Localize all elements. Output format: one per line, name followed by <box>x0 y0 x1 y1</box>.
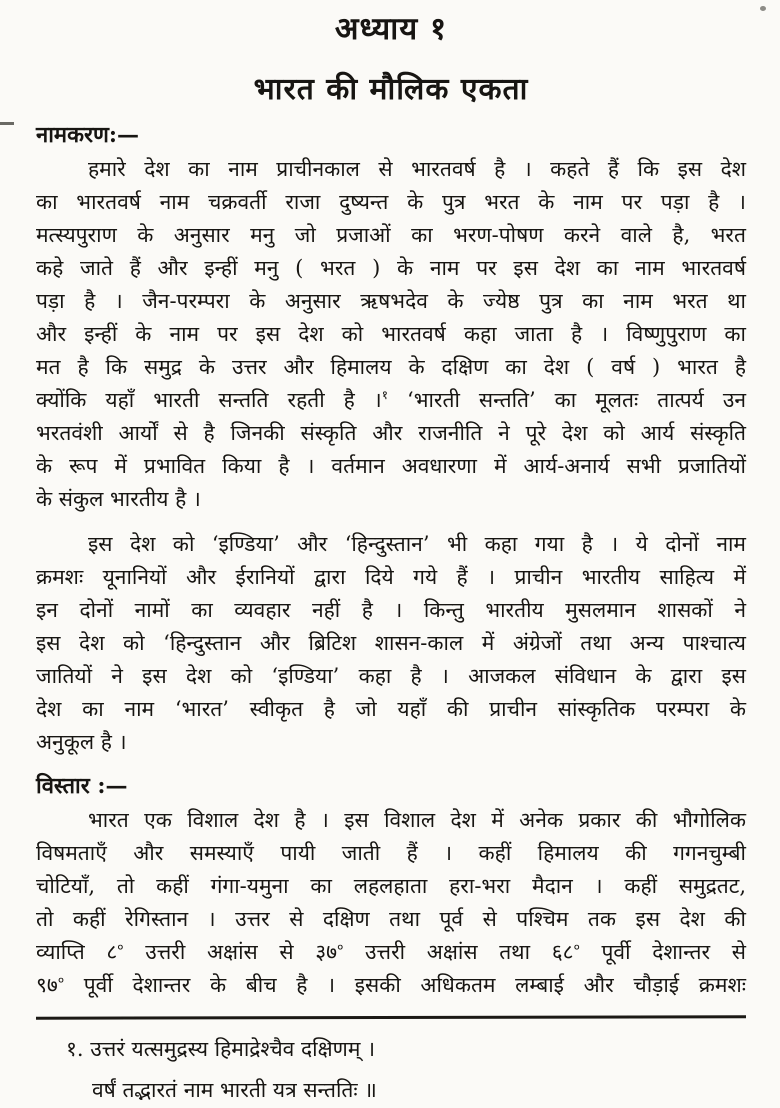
superscript: १ <box>381 388 389 402</box>
text-line: क्योंकि यहाँ भारती सन्तति रहती है ।$^१$ ‘भारती सन्तति’ का मूलतः तात्पर्य उन <box>36 388 746 412</box>
text-line: अनुकूल है । <box>36 730 127 754</box>
text-line: हमारे देश का नाम प्राचीनकाल से भारतवर्ष है । कहते हैं कि इस देश <box>88 157 746 181</box>
footnote-divider <box>36 1015 746 1019</box>
text-line: विषमताएँ और समस्याएँ पायी जाती हैं । कहीं हिमालय की गगनचुम्बी <box>36 841 746 865</box>
section-heading: नामकरण:— <box>36 122 139 148</box>
text-line: के रूप में प्रभावित किया है । वर्तमान अवधारणा में आर्य-अनार्य सभी प्रजातियों <box>36 454 746 478</box>
text-line: व्याप्ति $८^०$ उत्तरी अक्षांस से $३७^०$ उत्तरी अक्षांस तथा $६८^०$ पूर्वी देशान्तर से <box>36 940 747 964</box>
text-line: चोटियाँ, तो कहीं गंगा-यमुना का लहलहाता हरा-भरा मैदान । कहीं समुद्रतट, <box>36 874 746 898</box>
text-line: जातियों ने इस देश को ‘इण्डिया’ कहा है । आजकल संविधान के द्वारा इस <box>36 664 746 688</box>
paragraph <box>36 528 746 759</box>
footnote-line: वर्षं तद्भारतं नाम भारती यत्र सन्ततिः ॥ <box>92 1078 377 1102</box>
page-title: भारत की मौलिक एकता <box>253 72 529 107</box>
text-line: इस देश को ‘हिन्दुस्तान और ब्रिटिश शासन-काल में अंग्रेजों तथा अन्य पाश्चात्य <box>36 631 746 655</box>
text-line: भारत एक विशाल देश है । इस विशाल देश में अनेक प्रकार की भौगोलिक <box>88 808 746 832</box>
chapter-heading: अध्याय १ <box>334 11 448 47</box>
text-line: क्रमशः यूनानियों और ईरानियों द्वारा दिये गये हैं । प्राचीन भारतीय साहित्य में <box>36 565 746 589</box>
text-line: इन दोनों नामों का व्यवहार नहीं है । किन्तु भारतीय मुसलमान शासकों ने <box>36 598 746 622</box>
scan-artifact-speck <box>760 6 766 11</box>
text-line: $९७^०$ पूर्वी देशान्तर के बीच है । इसकी अधिकतम लम्बाई और चौड़ाई क्रमशः <box>36 973 746 997</box>
text-line: मत है कि समुद्र के उत्तर और हिमालय के दक्षिण का देश ( वर्ष ) भारत है <box>36 355 746 379</box>
superscript: ० <box>57 973 65 987</box>
text-line: देश का नाम ‘भारत’ स्वीकृत है जो यहाँ की प्राचीन सांस्कृतिक परम्परा के <box>36 697 746 721</box>
text-line: पड़ा है । जैन-परम्परा के अनुसार ऋषभदेव के ज्येष्ठ पुत्र का नाम भरत था <box>36 289 746 313</box>
scan-artifact-dash <box>0 122 14 125</box>
text-line: कहे जाते हैं और इन्हीं मनु ( भरत ) के नाम पर इस देश का नाम भारतवर्ष <box>36 256 746 280</box>
text-line: मत्स्यपुराण के अनुसार मनु जो प्रजाओं का भरण-पोषण करने वाले है, भरत <box>36 223 746 247</box>
text-line: इस देश को ‘इण्डिया’ और ‘हिन्दुस्तान’ भी कहा गया है । ये दोनों नाम <box>88 532 746 556</box>
text-line: भरतवंशी आर्यों से है जिनकी संस्कृति और राजनीति ने पूरे देश को आर्य संस्कृति <box>36 421 746 445</box>
paragraph <box>36 804 746 1002</box>
footnotes <box>36 1029 746 1108</box>
superscript: ० <box>117 940 124 954</box>
text-line: तो कहीं रेगिस्तान । उत्तर से दक्षिण तथा पूर्व से पश्चिम तक इस देश की <box>36 907 746 931</box>
superscript: ० <box>573 940 580 954</box>
text-line: का भारतवर्ष नाम चक्रवर्ती राजा दुष्यन्त के पुत्र भरत के नाम पर पड़ा है । <box>36 190 746 214</box>
text-line: और इन्हीं के नाम पर इस देश को भारतवर्ष कहा जाता है । विष्णुपुराण का <box>36 322 746 346</box>
footnote-line: १. उत्तरं यत्समुद्रस्य हिमाद्रेश्चैव दक्षिणम् । <box>66 1037 376 1061</box>
text-line: के संकुल भारतीय है । <box>36 487 201 511</box>
page-body <box>36 120 746 1002</box>
paragraph <box>36 153 746 516</box>
section-heading: विस्तार :— <box>36 773 128 799</box>
superscript: ० <box>337 940 344 954</box>
